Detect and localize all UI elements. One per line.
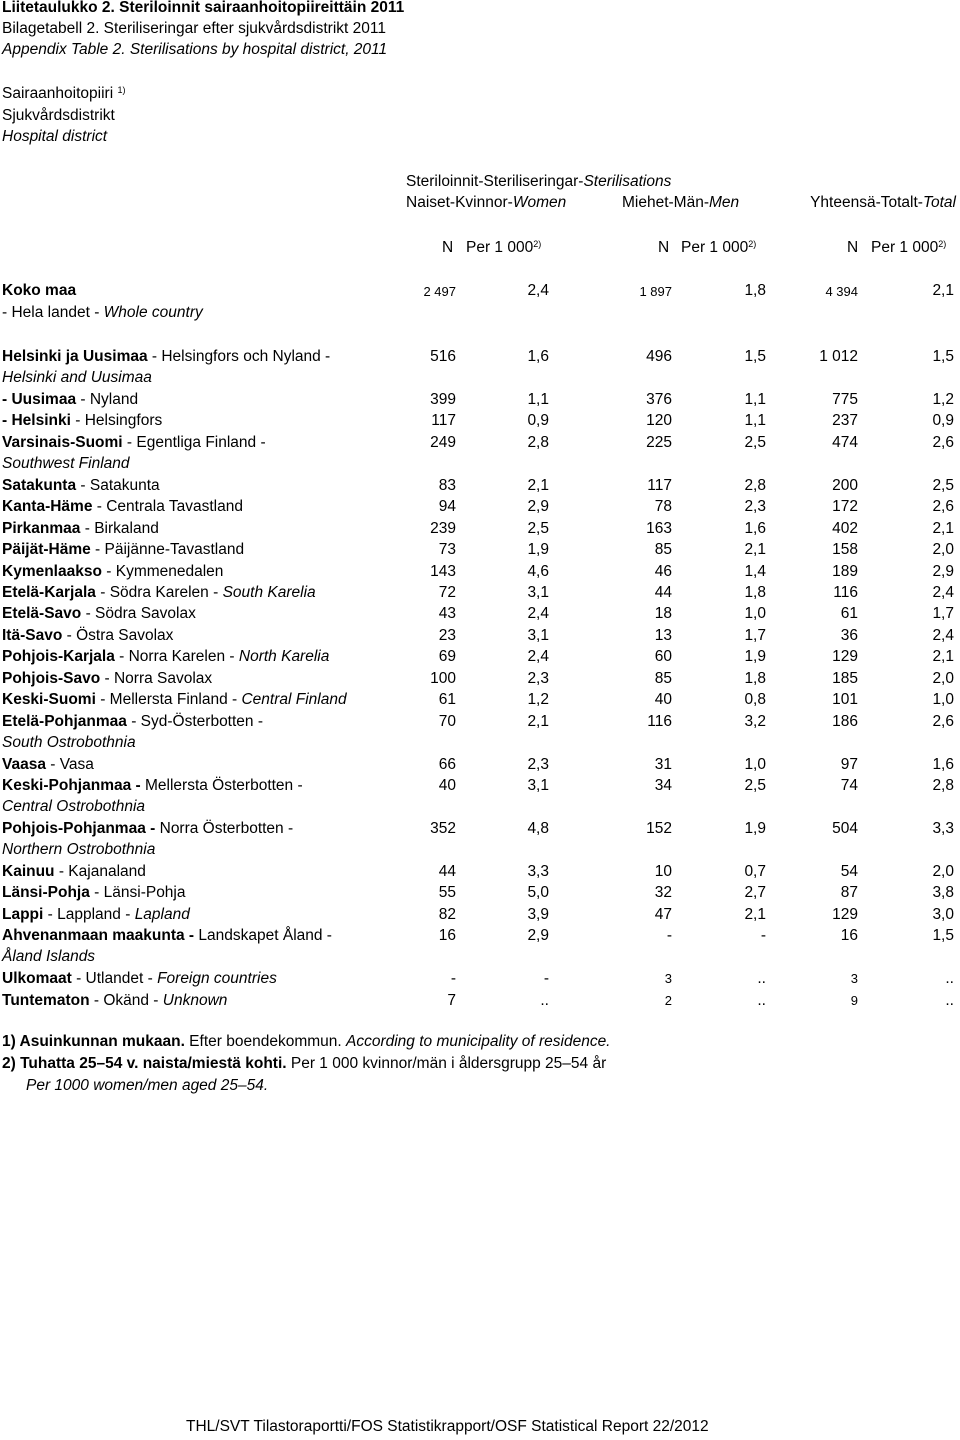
table-row [0, 775, 960, 815]
district-label: Satakunta - Satakunta [2, 476, 160, 494]
cell-women-n: 43 [438, 605, 456, 623]
table-row [0, 925, 960, 966]
table-row [0, 689, 960, 710]
whole-country-label2: - Hela landet - Whole country [2, 304, 203, 321]
whole-country-women-n: 2 497 [423, 284, 456, 299]
table-row [0, 711, 960, 751]
cell-women-per: 3,1 [527, 583, 549, 601]
cell-total-per: 1,5 [932, 927, 954, 945]
cell-total-n: 186 [832, 712, 858, 730]
cell-women-per: 4,8 [527, 819, 549, 837]
table-row [0, 561, 960, 582]
cell-total-n: 9 [850, 992, 858, 1008]
table-row [0, 410, 960, 431]
cell-men-per: 1,6 [744, 519, 766, 537]
cell-men-n: 31 [654, 755, 672, 773]
cell-women-n: 83 [438, 476, 456, 494]
cell-total-per: 2,6 [932, 433, 954, 451]
whole-country-men-per: 1,8 [744, 282, 766, 299]
cell-men-n: 3 [664, 971, 672, 987]
cell-women-per: 2,9 [527, 498, 549, 516]
district-label: Vaasa - Vasa [2, 755, 94, 773]
cell-women-n: 249 [430, 433, 456, 451]
cell-women-n: 72 [438, 583, 456, 601]
district-label: Etelä-Savo - Södra Savolax [2, 605, 196, 623]
district-label: Ahvenanmaan maakunta - Landskapet Åland - [2, 927, 332, 945]
district-label: Kymenlaakso - Kymmenedalen [2, 562, 224, 580]
table-row [0, 646, 960, 667]
cell-women-n: 70 [438, 712, 456, 730]
cell-total-per: 1,2 [932, 390, 954, 408]
cell-total-per: 1,7 [932, 605, 954, 623]
cell-men-per: 1,1 [744, 412, 766, 430]
cell-total-n: 200 [832, 476, 858, 494]
cell-women-n: 399 [430, 390, 456, 408]
cell-total-n: 158 [832, 541, 858, 559]
cell-women-n: 516 [430, 348, 456, 365]
cell-women-per: 2,3 [527, 755, 549, 773]
cell-men-per: 2,7 [744, 884, 766, 902]
cell-men-n: 32 [654, 884, 672, 902]
cell-total-n: 189 [832, 562, 858, 580]
cell-men-per: 2,1 [744, 905, 766, 923]
cell-women-per: 5,0 [527, 884, 549, 902]
cell-total-per: 2,8 [932, 777, 954, 794]
cell-women-n: 16 [438, 927, 456, 945]
cell-men-n: 225 [646, 433, 672, 451]
table-row [0, 882, 960, 903]
cell-women-n: 239 [430, 519, 456, 537]
cell-men-per: 2,8 [744, 476, 766, 494]
cell-men-per: 1,4 [744, 562, 766, 580]
cell-women-per: 2,3 [527, 669, 549, 687]
cell-women-per: 3,1 [527, 777, 549, 794]
cell-total-n: 237 [832, 412, 858, 430]
district-label-en: South Ostrobothnia [2, 733, 136, 751]
cell-women-n: 100 [430, 669, 456, 687]
cell-women-n: 40 [438, 777, 456, 794]
title-fi: Liitetaulukko 2. Steriloinnit sairaanhoitopiireittäin 2011 [2, 0, 405, 16]
district-label: Pohjois-Karjala - Norra Karelen - North Karelia [2, 648, 330, 666]
cell-women-per: 0,9 [527, 412, 549, 430]
cell-women-per: 2,1 [527, 476, 549, 494]
cell-men-n: 117 [647, 476, 672, 494]
stub-en: Hospital district [2, 128, 108, 145]
cell-men-per: 1,9 [744, 648, 766, 666]
district-label: Pirkanmaa - Birkaland [2, 519, 159, 537]
district-label-en: Southwest Finland [2, 454, 130, 472]
report-footer: THL/SVT Tilastoraportti/FOS Statistikrapport/OSF Statistical Report 22/2012 [186, 1418, 709, 1435]
cell-men-per: .. [757, 991, 766, 1009]
table-row [0, 475, 960, 496]
cell-men-n: 47 [654, 905, 672, 923]
table-row [0, 346, 960, 386]
cell-women-per: 1,9 [527, 541, 549, 559]
cell-total-n: 61 [840, 605, 858, 623]
cell-total-n: 129 [832, 648, 858, 666]
cell-total-per: 1,6 [932, 755, 954, 773]
cell-women-n: 7 [447, 991, 456, 1009]
cell-men-per: 1,5 [744, 348, 766, 365]
cell-women-per: 3,9 [527, 905, 549, 923]
cell-total-n: 474 [832, 433, 858, 451]
table-row [0, 625, 960, 646]
table-row [0, 432, 960, 472]
cell-total-n: 3 [850, 971, 858, 987]
subheader-men-per: Per 1 000$^{2)}$ [681, 239, 757, 256]
cell-men-n: 120 [646, 412, 672, 430]
district-label: Etelä-Pohjanmaa - Syd-Österbotten - [2, 712, 264, 730]
cell-men-n: 2 [664, 992, 672, 1008]
district-label: Lappi - Lappland - Lapland [2, 905, 190, 923]
stub-fi: Sairaanhoitopiiri $^{1)}$ [2, 85, 126, 102]
cell-men-per: 1,8 [744, 583, 766, 601]
cell-women-per: .. [540, 991, 549, 1009]
district-label: Keski-Suomi - Mellersta Finland - Central Finland [2, 691, 347, 709]
cell-men-n: 44 [654, 583, 672, 601]
cell-total-n: 775 [832, 390, 858, 408]
cell-women-n: 352 [430, 819, 456, 837]
cell-men-per: 2,3 [744, 498, 766, 516]
table-row [0, 861, 960, 882]
district-label: Etelä-Karjala - Södra Karelen - South Karelia [2, 583, 316, 601]
cell-women-per: 2,8 [527, 433, 549, 451]
cell-total-per: 0,9 [932, 412, 954, 430]
cell-total-per: 3,8 [932, 884, 954, 902]
cell-men-per: 2,5 [744, 433, 766, 451]
cell-women-per: 2,9 [527, 927, 549, 945]
table-row [0, 518, 960, 539]
cell-men-n: 78 [654, 498, 672, 516]
cell-total-per: 2,1 [932, 648, 954, 666]
cell-women-n: 44 [438, 862, 456, 880]
cell-men-per: 2,5 [744, 777, 766, 794]
cell-women-n: 23 [438, 626, 456, 644]
table-row [0, 990, 960, 1011]
footnote-2: 2) Tuhatta 25–54 v. naista/miestä kohti. Per 1 000 kvinnor/män i åldersgrupp 25–54 år [2, 1055, 607, 1072]
cell-total-n: 185 [832, 669, 858, 687]
header-group: Steriloinnit-Steriliseringar-Sterilisations [406, 173, 672, 190]
table-row [0, 539, 960, 560]
cell-women-n: 82 [438, 905, 456, 923]
cell-total-n: 16 [840, 927, 858, 945]
cell-total-per: 2,0 [932, 669, 954, 687]
whole-country-women-per: 2,4 [527, 282, 549, 299]
cell-women-per: 2,4 [527, 605, 549, 623]
district-label: Helsinki ja Uusimaa - Helsingfors och Nyland - [2, 348, 331, 365]
cell-total-per: 2,5 [932, 476, 954, 494]
cell-total-n: 97 [840, 755, 858, 773]
cell-men-n: 116 [647, 712, 672, 730]
cell-men-n: 18 [654, 605, 672, 623]
cell-total-n: 504 [832, 819, 858, 837]
table-row [0, 668, 960, 689]
cell-total-per: 1,5 [932, 348, 954, 365]
district-label: Keski-Pohjanmaa - Mellersta Österbotten - [2, 777, 303, 794]
district-label: Tuntematon - Okänd - Unknown [2, 991, 228, 1009]
subheader-total-n: N [847, 239, 859, 256]
cell-men-n: 34 [654, 777, 672, 794]
cell-women-n: - [450, 970, 456, 988]
title-en: Appendix Table 2. Sterilisations by hospital district, 2011 [2, 41, 388, 58]
cell-men-per: 1,8 [744, 669, 766, 687]
cell-total-per: 2,1 [932, 519, 954, 537]
cell-total-n: 1 012 [819, 348, 858, 365]
district-label: Ulkomaat - Utlandet - Foreign countries [2, 970, 277, 988]
cell-total-n: 36 [840, 626, 858, 644]
district-label: - Helsinki - Helsingfors [2, 412, 163, 430]
district-label: Pohjois-Pohjanmaa - Norra Österbotten - [2, 819, 294, 837]
cell-women-per: 2,1 [527, 712, 549, 730]
cell-women-per: 1,2 [527, 691, 549, 709]
footnote-2-en: Per 1000 women/men aged 25–54. [26, 1077, 269, 1094]
cell-women-per: 3,3 [527, 862, 549, 880]
subheader-women-n: N [442, 239, 454, 256]
cell-total-per: 2,6 [932, 712, 954, 730]
cell-women-n: 55 [438, 884, 456, 902]
table-row [0, 582, 960, 603]
cell-total-per: 2,6 [932, 498, 954, 516]
header-women: Naiset-Kvinnor-Women [406, 194, 567, 211]
district-label-en: Åland Islands [2, 948, 96, 966]
subheader-women-per: Per 1 000$^{2)}$ [466, 239, 542, 256]
cell-men-n: 13 [654, 626, 672, 644]
cell-men-n: 40 [654, 691, 672, 709]
title-sv: Bilagetabell 2. Steriliseringar efter sjukvårdsdistrikt 2011 [2, 20, 386, 37]
cell-men-n: 163 [646, 519, 672, 537]
cell-total-per: 2,0 [932, 862, 954, 880]
cell-men-per: - [760, 927, 766, 945]
district-label: Kanta-Häme - Centrala Tavastland [2, 498, 243, 516]
cell-men-per: .. [757, 970, 766, 988]
table-row [0, 496, 960, 517]
cell-total-n: 172 [832, 498, 858, 516]
cell-men-per: 0,7 [744, 862, 766, 880]
cell-men-n: 376 [646, 390, 672, 408]
stub-sv: Sjukvårdsdistrikt [2, 107, 115, 124]
cell-total-per: .. [945, 970, 954, 988]
cell-total-per: 3,3 [932, 819, 954, 837]
district-label-en: Northern Ostrobothnia [2, 840, 156, 858]
district-label: Kainuu - Kajanaland [2, 862, 146, 880]
cell-men-per: 1,7 [744, 626, 766, 644]
cell-total-per: .. [945, 991, 954, 1009]
cell-men-n: 152 [646, 819, 672, 837]
table-row [0, 904, 960, 925]
cell-total-n: 74 [840, 777, 858, 794]
cell-total-per: 2,9 [932, 562, 954, 580]
cell-total-per: 2,4 [932, 626, 954, 644]
cell-women-n: 69 [438, 648, 456, 666]
table-row [0, 603, 960, 624]
cell-women-per: 2,4 [527, 648, 549, 666]
cell-men-n: 496 [646, 348, 672, 365]
cell-men-n: 46 [654, 562, 672, 580]
whole-country-total-n: 4 394 [825, 284, 858, 299]
district-label: Päijät-Häme - Päijänne-Tavastland [2, 541, 245, 559]
table-row [0, 968, 960, 989]
district-label-en: Central Ostrobothnia [2, 798, 146, 815]
cell-men-per: 1,1 [744, 390, 766, 408]
cell-women-n: 61 [438, 691, 456, 709]
cell-women-per: 1,6 [527, 348, 549, 365]
cell-men-n: 60 [654, 648, 672, 666]
cell-total-per: 1,0 [932, 691, 954, 709]
header-men: Miehet-Män-Men [622, 194, 740, 211]
district-label-en: Helsinki and Uusimaa [2, 369, 152, 386]
cell-men-per: 0,8 [744, 691, 766, 709]
cell-total-n: 116 [833, 583, 858, 601]
district-label: Varsinais-Suomi - Egentliga Finland - [2, 433, 266, 451]
cell-men-n: - [666, 927, 672, 945]
whole-country-men-n: 1 897 [639, 284, 672, 299]
cell-total-per: 2,0 [932, 541, 954, 559]
cell-women-per: 4,6 [527, 562, 549, 580]
footnote-1: 1) Asuinkunnan mukaan. Efter boendekommun. According to municipality of residence. [2, 1033, 611, 1050]
cell-men-per: 2,1 [744, 541, 766, 559]
cell-total-n: 101 [832, 691, 858, 709]
cell-women-n: 94 [438, 498, 456, 516]
cell-women-n: 143 [430, 562, 456, 580]
cell-men-per: 1,9 [744, 819, 766, 837]
district-label: Itä-Savo - Östra Savolax [2, 626, 174, 644]
whole-country-label: Koko maa [2, 282, 77, 299]
cell-women-per: - [543, 970, 549, 988]
cell-total-n: 402 [832, 519, 858, 537]
cell-men-n: 85 [654, 669, 672, 687]
cell-men-n: 10 [654, 862, 672, 880]
cell-total-n: 129 [832, 905, 858, 923]
cell-women-n: 73 [438, 541, 456, 559]
cell-men-per: 1,0 [744, 755, 766, 773]
whole-country-total-per: 2,1 [932, 282, 954, 299]
cell-total-n: 87 [840, 884, 858, 902]
district-label: Pohjois-Savo - Norra Savolax [2, 669, 213, 687]
subheader-men-n: N [658, 239, 670, 256]
cell-total-n: 54 [840, 862, 858, 880]
cell-women-per: 2,5 [527, 519, 549, 537]
table-row [0, 389, 960, 410]
cell-men-n: 85 [654, 541, 672, 559]
table-row [0, 754, 960, 775]
cell-men-per: 3,2 [744, 712, 766, 730]
cell-total-per: 3,0 [932, 905, 954, 923]
header-total: Yhteensä-Totalt-Total [810, 194, 956, 211]
table-row [0, 818, 960, 858]
subheader-total-per: Per 1 000$^{2)}$ [871, 239, 947, 256]
cell-women-per: 1,1 [527, 390, 549, 408]
cell-total-per: 2,4 [932, 583, 954, 601]
cell-men-per: 1,0 [744, 605, 766, 623]
cell-women-per: 3,1 [527, 626, 549, 644]
cell-women-n: 66 [438, 755, 456, 773]
cell-women-n: 117 [431, 412, 456, 430]
district-label: - Uusimaa - Nyland [2, 390, 139, 408]
district-label: Länsi-Pohja - Länsi-Pohja [2, 884, 186, 902]
